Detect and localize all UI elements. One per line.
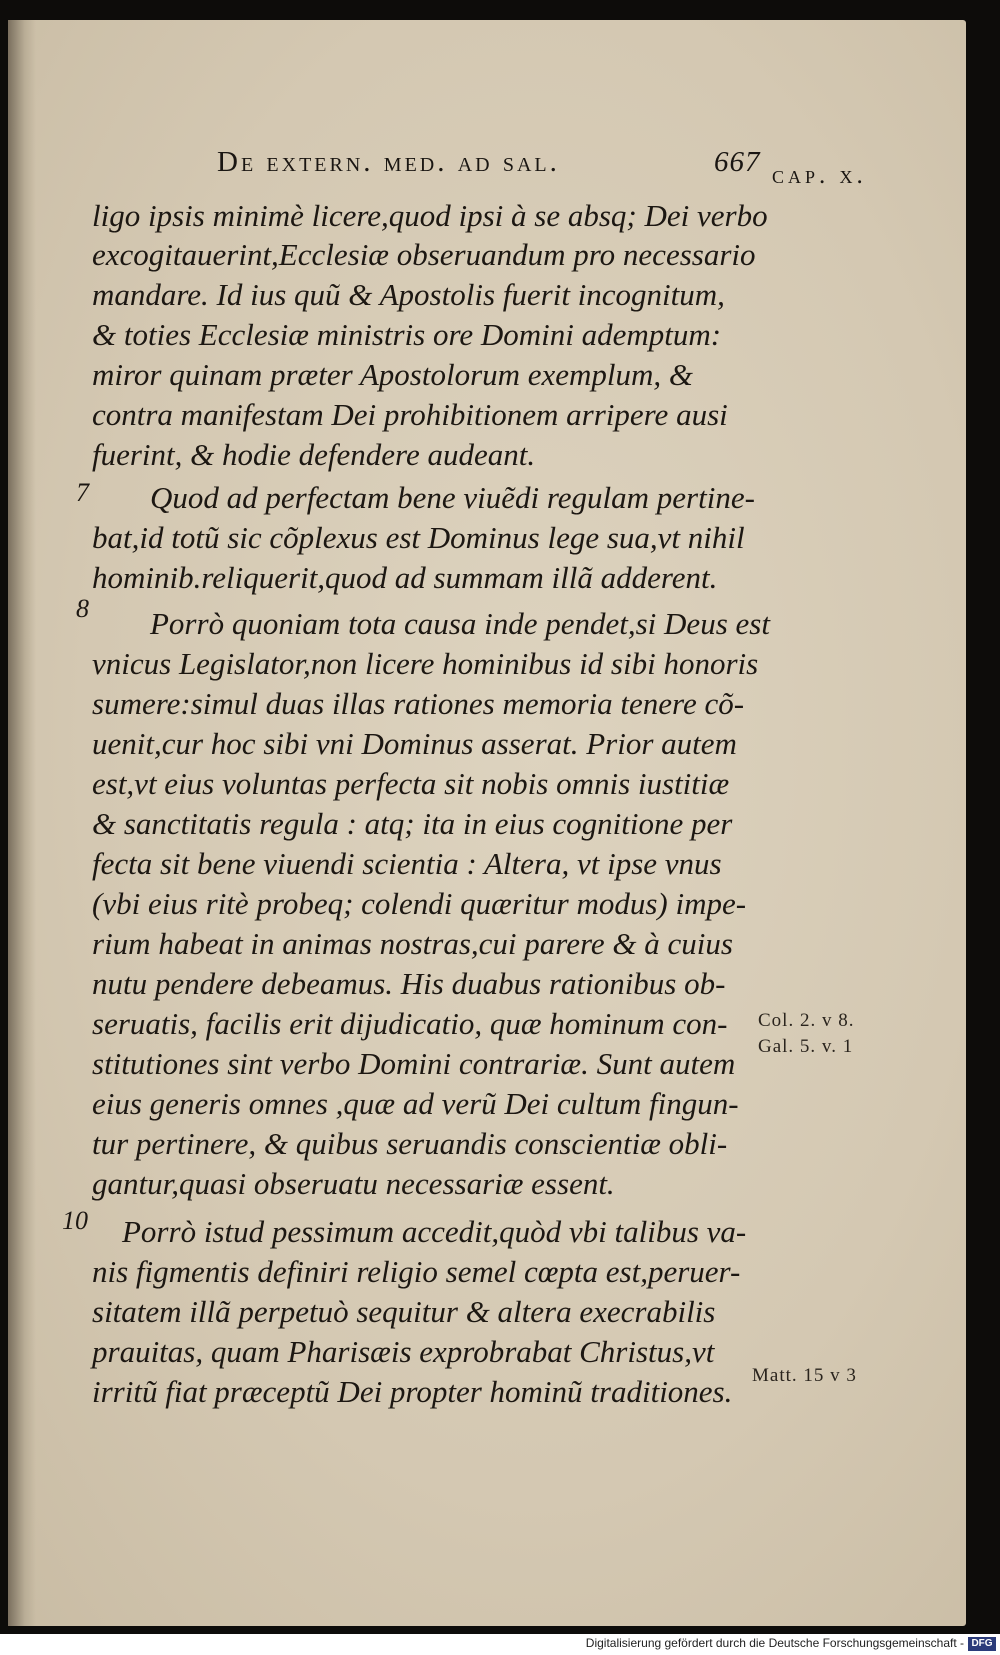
text-line: stitutiones sint verbo Domini contrariæ. Sunt autem [92, 1046, 736, 1081]
text-line: fuerint, & hodie defendere audeant. [92, 437, 536, 472]
margin-note: Col. 2. v 8. [758, 1010, 855, 1031]
text-line: prauitas, quam Pharisæis exprobrabat Christus,vt [92, 1334, 715, 1369]
text-line: (vbi eius ritè probeq; colendi quæritur modus) impe- [92, 886, 747, 921]
margin-note: Gal. 5. v. 1 [758, 1036, 854, 1057]
text-line: excogitauerint,Ecclesiæ obseruandum pro necessario [92, 237, 756, 272]
text-line: sitatem illã perpetuò sequitur & altera execrabilis [92, 1294, 716, 1329]
section-number: 10 [62, 1206, 88, 1235]
text-line: hominib.reliquerit,quod ad summam illã adderent. [92, 560, 718, 595]
chapter-label: cap. x. [772, 162, 867, 189]
text-line: ligo ipsis minimè licere,quod ipsi à se absq; Dei verbo [92, 198, 768, 233]
text-line: uenit,cur hoc sibi vni Dominus asserat. Prior autem [92, 726, 737, 761]
running-head: De extern. med. ad sal. [217, 146, 560, 178]
text-line: Quod ad perfectam bene viuẽdi regulam pertine- [150, 480, 755, 515]
footer-bar [0, 1634, 1000, 1655]
text-line: mandare. Id ius quũ & Apostolis fuerit incognitum, [92, 277, 725, 312]
text-line: & sanctitatis regula : atq; ita in eius cognitione per [92, 806, 733, 841]
text-line: est,vt eius voluntas perfecta sit nobis omnis iustitiæ [92, 766, 730, 801]
text-line: fecta sit bene viuendi scientia : Altera, vt ipse vnus [92, 846, 722, 881]
text-line: irritũ fiat præceptũ Dei propter hominũ traditiones. [92, 1374, 733, 1409]
text-line: Porrò istud pessimum accedit,quòd vbi talibus va- [122, 1214, 747, 1249]
text-line: nis figmentis definiri religio semel cœpta est,peruer- [92, 1254, 741, 1289]
text-line: vnicus Legislator,non licere hominibus id sibi honoris [92, 646, 759, 681]
text-line: sumere:simul duas illas rationes memoria tenere cõ- [92, 686, 745, 721]
text-line: Porrò quoniam tota causa inde pendet,si Deus est [150, 606, 770, 641]
page-number: 667 [714, 146, 761, 178]
margin-note: Matt. 15 v 3 [752, 1365, 857, 1386]
text-line: contra manifestam Dei prohibitionem arripere ausi [92, 397, 728, 432]
text-line: tur pertinere, & quibus seruandis conscientiæ obli- [92, 1126, 728, 1161]
text-line: miror quinam præter Apostolorum exemplum, & [92, 357, 694, 392]
dfg-logo: DFG [968, 1637, 996, 1651]
section-number: 8 [76, 594, 89, 623]
section-number: 7 [76, 478, 89, 507]
text-line: nutu pendere debeamus. His duabus rationibus ob- [92, 966, 726, 1001]
funding-notice: Digitalisierung gefördert durch die Deutsche Forschungsgemeinschaft - [585, 1636, 964, 1650]
text-line: bat,id totũ sic cõplexus est Dominus lege sua,vt nihil [92, 520, 745, 555]
page-header [217, 146, 917, 189]
page-gutter-shadow [8, 20, 36, 1626]
text-line: & toties Ecclesiæ ministris ore Domini ademptum: [92, 317, 722, 352]
text-line: eius generis omnes ,quæ ad verũ Dei cultum fingun- [92, 1086, 739, 1121]
text-line: rium habeat in animas nostras,cui parere & à cuius [92, 926, 733, 961]
text-line: seruatis, facilis erit dijudicatio, quæ hominum con- [92, 1006, 728, 1041]
text-line: gantur,quasi obseruatu necessariæ essent. [92, 1166, 615, 1201]
